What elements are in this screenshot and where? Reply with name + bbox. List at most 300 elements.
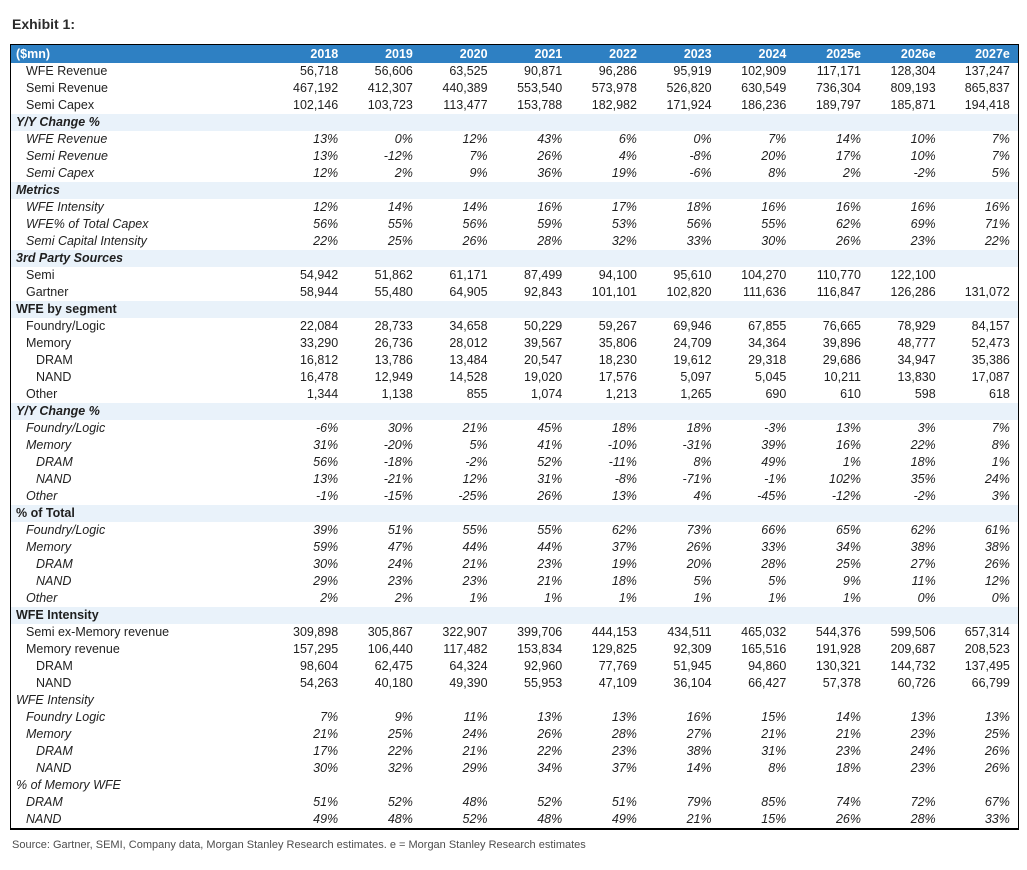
cell-value: 56,718: [299, 64, 339, 78]
cell-value: 22%: [910, 438, 936, 452]
cell-value: [272, 403, 347, 420]
cell-value: [794, 777, 869, 794]
table-row: [11, 369, 1019, 386]
cell-value: 191,928: [815, 642, 861, 656]
cell-value: 2%: [394, 591, 413, 605]
cell-value: 84,157: [971, 319, 1010, 333]
cell-value: 809,193: [890, 81, 936, 95]
cell-value: 77,769: [598, 659, 637, 673]
cell-value: 24%: [910, 744, 936, 758]
cell-value: 17,576: [598, 370, 637, 384]
cell-value: 21%: [313, 727, 339, 741]
cell-value: [346, 692, 421, 709]
cell-value: 27%: [910, 557, 936, 571]
cell-value: 19,612: [673, 353, 712, 367]
cell-value: 103,723: [367, 98, 413, 112]
cell-value: 2%: [394, 166, 413, 180]
cell-value: 440,389: [442, 81, 488, 95]
cell-value: -20%: [383, 438, 413, 452]
row-label: Foundry/Logic: [26, 421, 106, 435]
cell-value: 29%: [313, 574, 339, 588]
cell-value: 44%: [462, 540, 488, 554]
cell-value: 104,270: [741, 268, 787, 282]
cell-value: 23%: [910, 234, 936, 248]
table-row: [11, 573, 1019, 590]
cell-value: 12%: [313, 166, 339, 180]
cell-value: 33%: [686, 234, 712, 248]
table-row: [11, 522, 1019, 539]
cell-value: 95,919: [673, 64, 712, 78]
cell-value: 32%: [611, 234, 637, 248]
cell-value: 51,862: [374, 268, 413, 282]
cell-value: [346, 250, 421, 267]
cell-value: 399,706: [517, 625, 563, 639]
cell-value: 855: [466, 387, 488, 401]
table-row: [11, 80, 1019, 97]
cell-value: 1%: [842, 591, 861, 605]
cell-value: 102%: [829, 472, 861, 486]
cell-value: 17%: [611, 200, 637, 214]
cell-value: 49%: [761, 455, 787, 469]
cell-value: [421, 505, 496, 522]
cell-value: [570, 403, 645, 420]
cell-value: 92,960: [524, 659, 563, 673]
cell-value: 130,321: [815, 659, 861, 673]
cell-value: 434,511: [667, 625, 712, 639]
cell-value: [496, 692, 571, 709]
cell-value: 5%: [768, 574, 787, 588]
cell-value: 64,324: [449, 659, 488, 673]
cell-value: 56,606: [374, 64, 413, 78]
cell-value: 47,109: [598, 676, 637, 690]
row-label: Memory: [26, 438, 72, 452]
cell-value: 30%: [761, 234, 787, 248]
cell-value: 49%: [313, 812, 339, 826]
row-label: Gartner: [26, 285, 69, 299]
row-label: WFE Intensity: [16, 693, 94, 707]
row-label: NAND: [26, 812, 62, 826]
cell-value: [421, 250, 496, 267]
cell-value: [720, 607, 795, 624]
cell-value: 117,482: [443, 642, 488, 656]
cell-value: 73%: [686, 523, 712, 537]
cell-value: 23%: [835, 744, 861, 758]
cell-value: 52%: [462, 812, 488, 826]
table-row: [11, 386, 1019, 403]
cell-value: 18%: [686, 421, 712, 435]
column-header-2025e: 2025e: [794, 45, 869, 64]
column-header-2023: 2023: [645, 45, 720, 64]
row-label: % of Memory WFE: [16, 778, 121, 792]
cell-value: 20%: [686, 557, 712, 571]
table-row: [11, 760, 1019, 777]
cell-value: 9%: [469, 166, 488, 180]
cell-value: 48%: [537, 812, 563, 826]
column-header-2022: 2022: [570, 45, 645, 64]
cell-value: [570, 777, 645, 794]
cell-value: 21%: [761, 727, 787, 741]
cell-value: 62%: [611, 523, 637, 537]
cell-value: 95,610: [673, 268, 712, 282]
cell-value: 29,318: [748, 353, 787, 367]
row-label: Memory: [26, 540, 72, 554]
cell-value: [346, 505, 421, 522]
cell-value: 31%: [537, 472, 563, 486]
cell-value: 8%: [693, 455, 712, 469]
cell-value: 26%: [462, 234, 488, 248]
cell-value: 64,905: [449, 285, 488, 299]
table-row: [11, 420, 1019, 437]
cell-value: 48%: [462, 795, 488, 809]
cell-value: 122,100: [890, 268, 936, 282]
cell-value: 37%: [611, 761, 637, 775]
cell-value: 15%: [761, 710, 787, 724]
cell-value: -15%: [383, 489, 413, 503]
cell-value: [421, 777, 496, 794]
cell-value: 23%: [537, 557, 563, 571]
cell-value: 34%: [835, 540, 861, 554]
cell-value: [496, 301, 571, 318]
cell-value: [720, 301, 795, 318]
cell-value: 60,726: [897, 676, 936, 690]
cell-value: 98,604: [299, 659, 339, 673]
cell-value: 13,786: [374, 353, 413, 367]
cell-value: 26%: [537, 149, 563, 163]
cell-value: 38%: [910, 540, 936, 554]
cell-value: [272, 182, 347, 199]
cell-value: 144,732: [890, 659, 936, 673]
cell-value: 25%: [387, 727, 413, 741]
cell-value: [570, 301, 645, 318]
cell-value: 33,290: [299, 336, 339, 350]
cell-value: 13,484: [449, 353, 488, 367]
cell-value: 3%: [917, 421, 936, 435]
cell-value: 51%: [611, 795, 637, 809]
cell-value: 36%: [537, 166, 563, 180]
cell-value: [421, 301, 496, 318]
cell-value: [794, 607, 869, 624]
cell-value: -6%: [689, 166, 712, 180]
row-label: Metrics: [11, 182, 272, 199]
cell-value: 137,495: [964, 659, 1010, 673]
cell-value: [645, 250, 720, 267]
cell-value: 10%: [910, 132, 936, 146]
cell-value: 7%: [768, 132, 787, 146]
cell-value: 8%: [991, 438, 1010, 452]
cell-value: 7%: [991, 421, 1010, 435]
cell-value: 94,860: [748, 659, 787, 673]
cell-value: 52%: [387, 795, 413, 809]
table-row: [11, 233, 1019, 250]
table-row: [11, 726, 1019, 743]
row-label: % of Total: [11, 505, 272, 522]
cell-value: 0%: [394, 132, 413, 146]
cell-value: 55%: [387, 217, 413, 231]
cell-value: 90,871: [524, 64, 563, 78]
source-note: Source: Gartner, SEMI, Company data, Morgan Stanley Research estimates. e = Morgan Stanley Research estimates: [12, 839, 586, 851]
cell-value: 66%: [761, 523, 787, 537]
column-header-2027e: 2027e: [944, 45, 1019, 64]
unit-label-header: ($mn): [11, 45, 272, 64]
cell-value: [869, 505, 944, 522]
cell-value: 31%: [761, 744, 787, 758]
cell-value: 7%: [469, 149, 488, 163]
cell-value: 39,567: [524, 336, 563, 350]
cell-value: 35%: [910, 472, 936, 486]
cell-value: [794, 301, 869, 318]
cell-value: 61%: [984, 523, 1010, 537]
table-row: [11, 641, 1019, 658]
cell-value: 16,478: [299, 370, 339, 384]
column-header-2018: 2018: [272, 45, 347, 64]
table-row: [11, 318, 1019, 335]
cell-value: 5,045: [755, 370, 787, 384]
table-row: [11, 709, 1019, 726]
cell-value: 305,867: [367, 625, 413, 639]
table-row: [11, 352, 1019, 369]
cell-value: [944, 182, 1019, 199]
row-label: Foundry/Logic: [26, 319, 106, 333]
cell-value: 6%: [618, 132, 637, 146]
cell-value: 30%: [313, 761, 339, 775]
cell-value: -2%: [465, 455, 488, 469]
column-header-2019: 2019: [346, 45, 421, 64]
column-header-2026e: 2026e: [869, 45, 944, 64]
cell-value: 45%: [537, 421, 563, 435]
table-row: [11, 777, 1019, 794]
row-label: DRAM: [36, 557, 73, 571]
cell-value: 22%: [387, 744, 413, 758]
cell-value: 18%: [835, 761, 861, 775]
cell-value: 16%: [984, 200, 1010, 214]
cell-value: 209,687: [890, 642, 936, 656]
cell-value: 18,230: [598, 353, 637, 367]
cell-value: 657,314: [964, 625, 1010, 639]
cell-value: 59%: [313, 540, 339, 554]
table-row: [11, 692, 1019, 709]
cell-value: 467,192: [293, 81, 339, 95]
row-label: NAND: [36, 676, 72, 690]
cell-value: 34,364: [748, 336, 787, 350]
table-row: [11, 556, 1019, 573]
cell-value: 50,229: [524, 319, 563, 333]
cell-value: 13%: [611, 710, 637, 724]
cell-value: 19%: [611, 557, 637, 571]
cell-value: 54,263: [299, 676, 339, 690]
cell-value: 87,499: [524, 268, 563, 282]
cell-value: [944, 114, 1019, 131]
table-row: [11, 471, 1019, 488]
cell-value: 129,825: [591, 642, 637, 656]
cell-value: [794, 250, 869, 267]
cell-value: 71%: [984, 217, 1010, 231]
cell-value: 29%: [462, 761, 488, 775]
cell-value: 116,847: [816, 285, 861, 299]
table-row: [11, 488, 1019, 505]
row-label: DRAM: [36, 455, 73, 469]
cell-value: 309,898: [293, 625, 339, 639]
cell-value: [346, 777, 421, 794]
cell-value: [496, 250, 571, 267]
cell-value: [944, 301, 1019, 318]
cell-value: 17,087: [971, 370, 1010, 384]
row-label: NAND: [36, 472, 72, 486]
cell-value: 0%: [991, 591, 1010, 605]
cell-value: 24%: [984, 472, 1010, 486]
cell-value: 153,834: [517, 642, 563, 656]
cell-value: -45%: [757, 489, 787, 503]
cell-value: -31%: [682, 438, 712, 452]
cell-value: [346, 301, 421, 318]
cell-value: 37%: [611, 540, 637, 554]
cell-value: 16%: [537, 200, 563, 214]
cell-value: 14,528: [449, 370, 488, 384]
cell-value: 26%: [537, 727, 563, 741]
cell-value: 16%: [686, 710, 712, 724]
cell-value: 66,427: [748, 676, 787, 690]
cell-value: 117,171: [816, 64, 861, 78]
cell-value: -18%: [383, 455, 413, 469]
cell-value: 35,386: [971, 353, 1010, 367]
cell-value: 1%: [693, 591, 712, 605]
cell-value: 16%: [910, 200, 936, 214]
cell-value: 24%: [387, 557, 413, 571]
cell-value: 41%: [537, 438, 563, 452]
cell-value: 131,072: [964, 285, 1010, 299]
cell-value: 48,777: [897, 336, 936, 350]
cell-value: 21%: [686, 812, 712, 826]
cell-value: 8%: [768, 166, 787, 180]
table-row: [11, 182, 1019, 199]
cell-value: 20,547: [524, 353, 563, 367]
column-header-2024: 2024: [720, 45, 795, 64]
cell-value: -3%: [764, 421, 787, 435]
cell-value: -2%: [913, 489, 936, 503]
cell-value: [346, 403, 421, 420]
cell-value: 3%: [991, 489, 1010, 503]
cell-value: [944, 403, 1019, 420]
cell-value: 39%: [761, 438, 787, 452]
cell-value: 34%: [537, 761, 563, 775]
cell-value: 49%: [611, 812, 637, 826]
cell-value: 599,506: [890, 625, 936, 639]
cell-value: [720, 114, 795, 131]
cell-value: 56%: [313, 217, 339, 231]
cell-value: 19,020: [524, 370, 563, 384]
cell-value: -1%: [315, 489, 339, 503]
cell-value: 12%: [313, 200, 339, 214]
cell-value: 526,820: [666, 81, 712, 95]
cell-value: 102,909: [741, 64, 787, 78]
table-row: [11, 743, 1019, 760]
cell-value: 8%: [768, 761, 787, 775]
cell-value: 1%: [991, 455, 1010, 469]
cell-value: [421, 114, 496, 131]
cell-value: [421, 182, 496, 199]
cell-value: 208,523: [964, 642, 1010, 656]
table-row: [11, 335, 1019, 352]
cell-value: 54,942: [299, 268, 339, 282]
cell-value: [869, 114, 944, 131]
cell-value: [570, 250, 645, 267]
row-label: DRAM: [36, 744, 73, 758]
cell-value: 94,100: [598, 268, 637, 282]
cell-value: 59,267: [598, 319, 637, 333]
cell-value: 52,473: [971, 336, 1010, 350]
cell-value: 1,265: [680, 387, 712, 401]
cell-value: 23%: [910, 761, 936, 775]
cell-value: [421, 607, 496, 624]
cell-value: [346, 114, 421, 131]
cell-value: 22,084: [299, 319, 339, 333]
cell-value: 630,549: [741, 81, 787, 95]
cell-value: 12,949: [374, 370, 413, 384]
cell-value: [570, 114, 645, 131]
cell-value: 66,799: [971, 676, 1010, 690]
cell-value: 55%: [537, 523, 563, 537]
cell-value: 865,837: [964, 81, 1010, 95]
cell-value: 74%: [835, 795, 861, 809]
table-row: [11, 284, 1019, 301]
cell-value: 13,830: [897, 370, 936, 384]
cell-value: 12%: [984, 574, 1010, 588]
table-row: [11, 794, 1019, 811]
cell-value: 17%: [835, 149, 861, 163]
table-row: [11, 624, 1019, 641]
cell-value: [272, 607, 347, 624]
cell-value: 56%: [462, 217, 488, 231]
cell-value: [645, 403, 720, 420]
cell-value: 34,947: [897, 353, 936, 367]
cell-value: 4%: [693, 489, 712, 503]
cell-value: 553,540: [517, 81, 563, 95]
cell-value: [496, 114, 571, 131]
row-label: DRAM: [36, 353, 73, 367]
row-label: DRAM: [36, 659, 73, 673]
cell-value: [496, 777, 571, 794]
cell-value: 7%: [991, 149, 1010, 163]
table-row: [11, 437, 1019, 454]
table-row: [11, 250, 1019, 267]
cell-value: 21%: [462, 557, 488, 571]
cell-value: 69%: [910, 217, 936, 231]
cell-value: 5%: [693, 574, 712, 588]
cell-value: 36,104: [673, 676, 712, 690]
cell-value: 21%: [462, 421, 488, 435]
cell-value: [272, 777, 347, 794]
cell-value: 4%: [618, 149, 637, 163]
cell-value: 126,286: [890, 285, 936, 299]
cell-value: -21%: [383, 472, 413, 486]
cell-value: 1,074: [530, 387, 563, 401]
cell-value: [794, 114, 869, 131]
cell-value: 0%: [917, 591, 936, 605]
cell-value: [944, 692, 1019, 709]
cell-value: -2%: [913, 166, 936, 180]
cell-value: 26%: [835, 812, 861, 826]
cell-value: -1%: [764, 472, 787, 486]
cell-value: 31%: [313, 438, 339, 452]
cell-value: 23%: [611, 744, 637, 758]
cell-value: 61,171: [449, 268, 488, 282]
cell-value: -25%: [458, 489, 488, 503]
cell-value: 736,304: [815, 81, 861, 95]
cell-value: [496, 607, 571, 624]
cell-value: 28,012: [449, 336, 488, 350]
cell-value: 13%: [835, 421, 861, 435]
row-label: Semi: [26, 268, 55, 282]
cell-value: 25%: [835, 557, 861, 571]
